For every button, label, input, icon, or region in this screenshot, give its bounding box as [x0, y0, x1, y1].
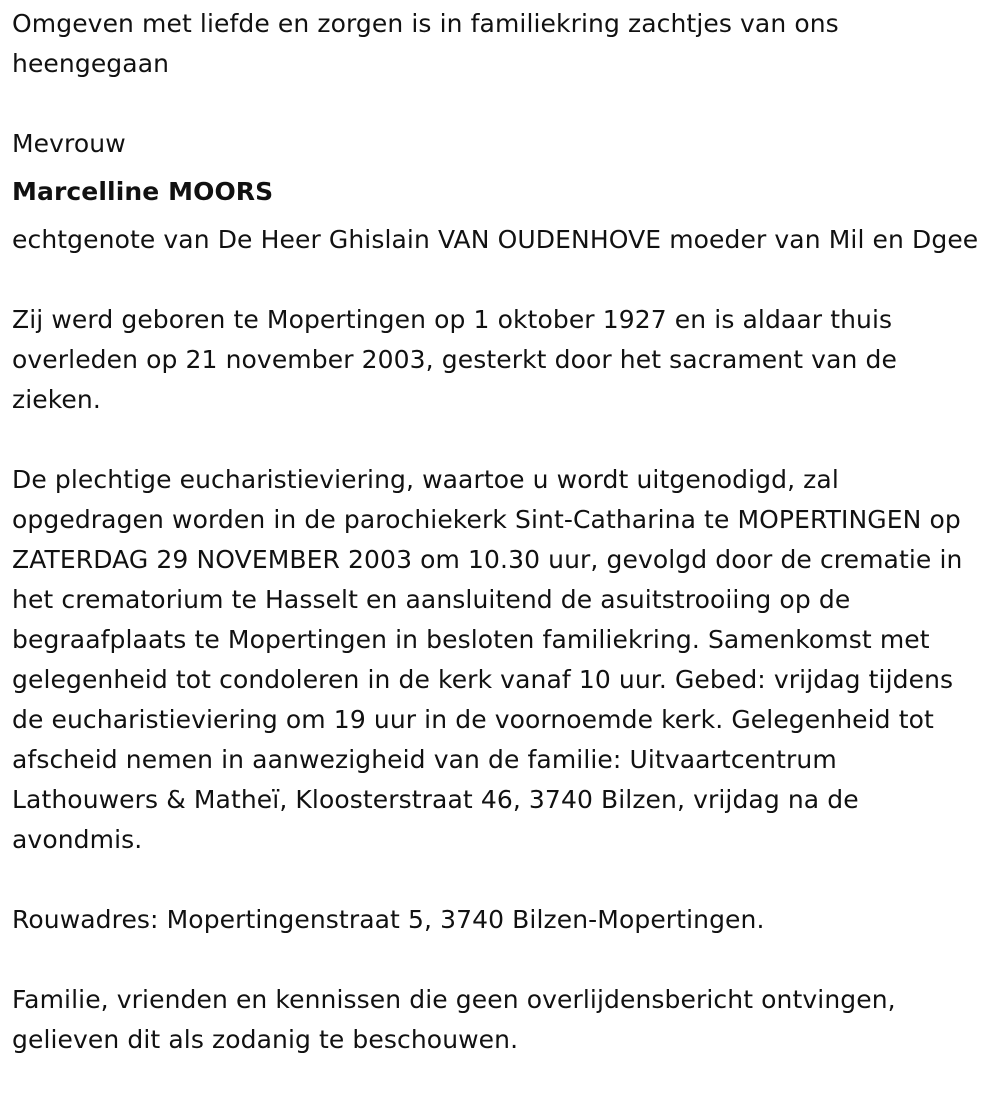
intro-text: Omgeven met liefde en zorgen is in familiekring zachtjes van ons heengegaan — [12, 9, 839, 78]
salutation: Mevrouw — [12, 129, 126, 158]
address-text: Rouwadres: Mopertingenstraat 5, 3740 Bilzen-Mopertingen. — [12, 905, 765, 934]
spacer — [12, 860, 988, 900]
spacer — [12, 420, 988, 460]
birth-death-text: Zij werd geboren te Mopertingen op 1 oktober 1927 en is aldaar thuis overleden op 21 november 2003, gesterkt door het sacrament van de zieken. — [12, 305, 897, 414]
ceremony-text: De plechtige eucharistieviering, waartoe u wordt uitgenodigd, zal opgedragen worden in de parochiekerk Sint-Catharina te MOPERTINGEN op ZATERDAG 29 NOVEMBER 2003 om 10.30 uur, gevolgd door de crematie in het crematorium te Hasselt en aansluitend de asuitstrooiing op de begraafplaats te Mopertingen in besloten familiekring. Samenkomst met gelegenheid tot condoleren in de kerk vanaf 10 uur. Gebed: vrijdag tijdens de eucharistieviering om 19 uur in de voornoemde kerk. Gelegenheid tot afscheid nemen in aanwezigheid van de familie: Uitvaartcentrum Lathouwers & Matheï, Kloosterstraat 46, 3740 Bilzen, vrijdag na de avondmis. — [12, 465, 963, 854]
closing-text: Familie, vrienden en kennissen die geen overlijdensbericht ontvingen, gelieven dit als zodanig te beschouwen. — [12, 985, 896, 1054]
deceased-name: Marcelline MOORS — [12, 177, 274, 206]
spacer — [12, 260, 988, 300]
spacer — [12, 84, 988, 124]
relations-text: echtgenote van De Heer Ghislain VAN OUDENHOVE moeder van Mil en Dgee — [12, 225, 979, 254]
spacer — [12, 940, 988, 980]
